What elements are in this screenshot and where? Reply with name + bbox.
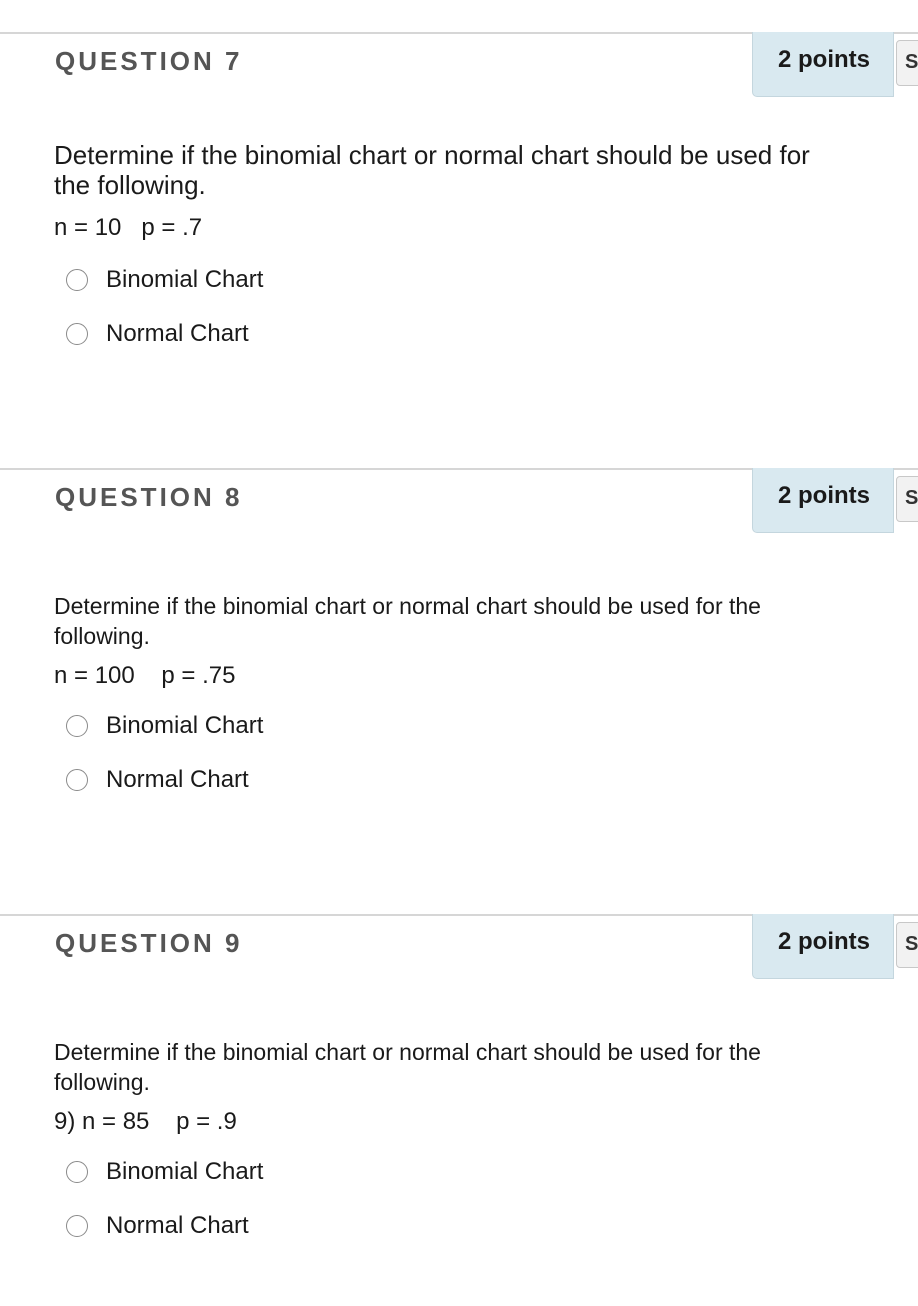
- option-normal-chart[interactable]: [66, 765, 249, 795]
- option-binomial-chart[interactable]: [66, 711, 263, 741]
- points-box: [752, 32, 894, 97]
- points-box: [752, 914, 894, 979]
- points-label: 2 points: [778, 482, 871, 509]
- option-label: Normal Chart: [106, 320, 249, 347]
- option-normal-chart[interactable]: [66, 1211, 249, 1241]
- points-label: 2 points: [778, 928, 871, 955]
- save-answer-label: S: [905, 51, 918, 73]
- save-answer-button[interactable]: [896, 40, 918, 86]
- radio-button[interactable]: [66, 269, 88, 291]
- question-header: QUESTION 8: [55, 482, 243, 512]
- option-label: Binomial Chart: [106, 712, 264, 739]
- option-label: Normal Chart: [106, 1212, 249, 1239]
- question-prompt: Determine if the binomial chart or normal chart should be used for the following.: [54, 140, 810, 200]
- save-answer-label: S: [905, 487, 918, 509]
- radio-button[interactable]: [66, 715, 88, 737]
- points-box: [752, 468, 894, 533]
- option-binomial-chart[interactable]: [66, 1157, 263, 1187]
- option-label: Binomial Chart: [106, 266, 264, 293]
- question-7: [0, 32, 918, 468]
- question-parameters: n = 100 p = .75: [54, 662, 236, 689]
- option-label: Normal Chart: [106, 766, 249, 793]
- question-prompt: Determine if the binomial chart or normal chart should be used for the following.: [54, 593, 761, 649]
- points-label: 2 points: [778, 46, 871, 73]
- question-parameters: n = 10 p = .7: [54, 214, 203, 241]
- question-header: QUESTION 9: [55, 928, 243, 958]
- option-normal-chart[interactable]: [66, 319, 249, 349]
- save-answer-label: S: [905, 933, 918, 955]
- option-binomial-chart[interactable]: [66, 265, 263, 295]
- radio-button[interactable]: [66, 323, 88, 345]
- radio-button[interactable]: [66, 769, 88, 791]
- question-prompt: Determine if the binomial chart or normal chart should be used for the following.: [54, 1039, 761, 1095]
- option-label: Binomial Chart: [106, 1158, 264, 1185]
- radio-button[interactable]: [66, 1215, 88, 1237]
- question-9: [0, 914, 918, 1306]
- save-answer-button[interactable]: [896, 476, 918, 522]
- question-parameters: 9) n = 85 p = .9: [54, 1108, 237, 1135]
- question-header: QUESTION 7: [55, 46, 243, 76]
- save-answer-button[interactable]: [896, 922, 918, 968]
- question-8: [0, 468, 918, 904]
- radio-button[interactable]: [66, 1161, 88, 1183]
